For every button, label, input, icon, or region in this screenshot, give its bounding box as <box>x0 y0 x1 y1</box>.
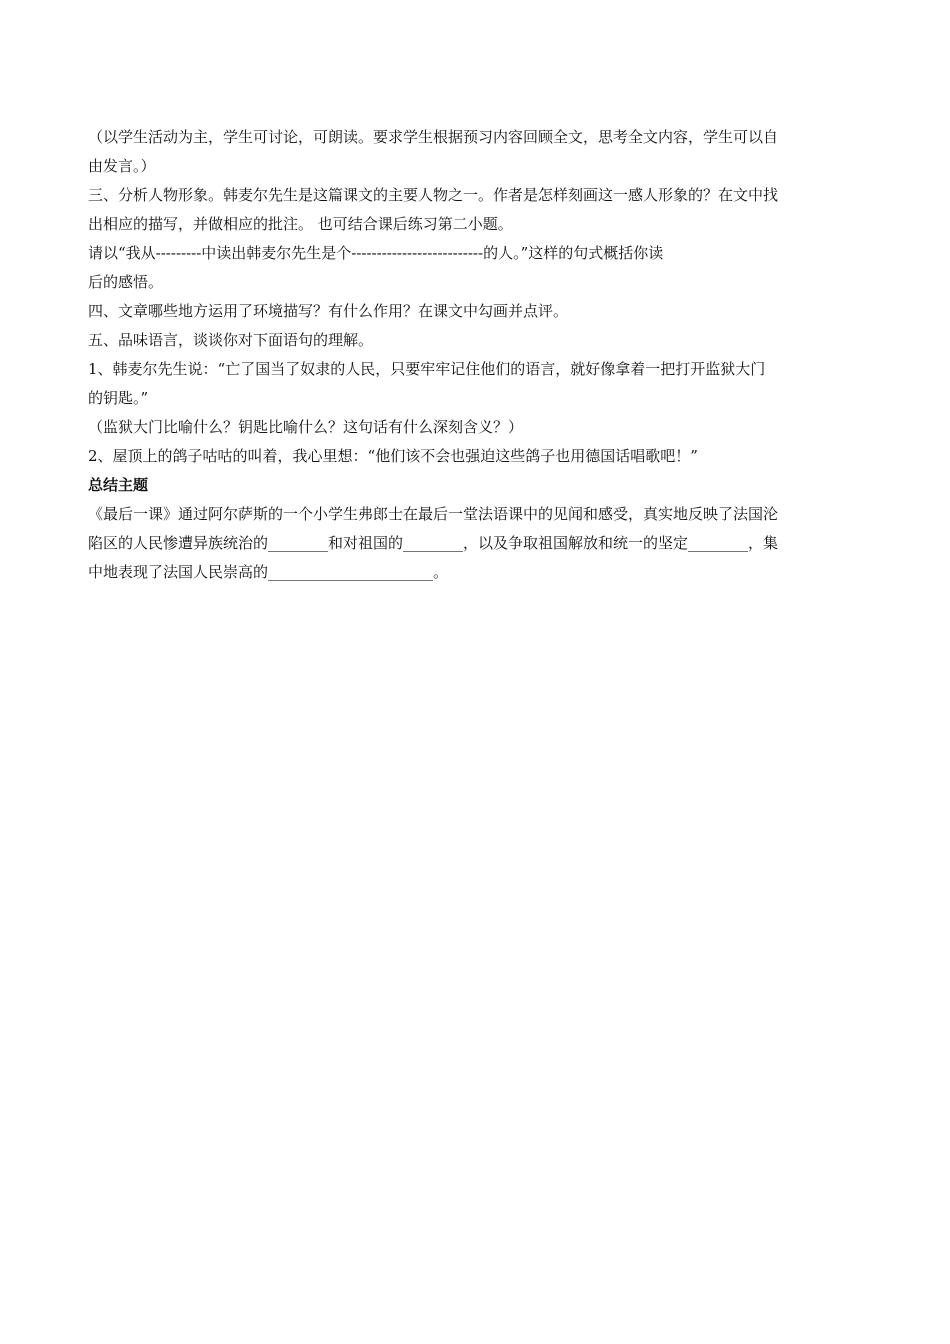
summary-line: 《最后一课》通过阿尔萨斯的一个小学生弗郎士在最后一堂法语课中的见闻和感受，真实地反映了法国沦 <box>88 505 779 523</box>
document-body <box>88 123 864 587</box>
summary-line: 中地表现了法国人民崇高的______________________。 <box>88 563 449 581</box>
text-line: 1、韩麦尔先生说：“亡了国当了奴隶的人民，只要牢牢记住他们的语言，就好像拿着一把打开监狱大门 <box>88 360 766 378</box>
text-line: 请以“我从---------中读出韩麦尔先生是个--------------------------的人。”这样的句式概括你读 <box>88 244 664 262</box>
text-line: 的钥匙。” <box>88 389 149 407</box>
text-line: 三、分析人物形象。韩麦尔先生是这篇课文的主要人物之一。作者是怎样刻画这一感人形象的？在文中找 <box>88 186 779 204</box>
text-line: 五、品味语言，谈谈你对下面语句的理解。 <box>88 331 374 349</box>
text-line: 由发言。） <box>88 157 156 175</box>
text-line: 2、屋顶上的鸽子咕咕的叫着，我心里想：“他们该不会也强迫这些鸽子也用德国话唱歌吧！” <box>88 447 698 465</box>
text-line: 后的感悟。 <box>88 273 164 291</box>
text-line: （以学生活动为主，学生可讨论，可朗读。要求学生根据预习内容回顾全文，思考全文内容，学生可以自 <box>88 128 779 146</box>
summary-line: 陷区的人民惨遭异族统治的________和对祖国的________，以及争取祖国解放和统一的坚定________，集 <box>88 534 779 552</box>
text-line: 四、文章哪些地方运用了环境描写？有什么作用？在课文中勾画并点评。 <box>88 302 569 320</box>
text-line: （监狱大门比喻什么？钥匙比喻什么？这句话有什么深刻含义？） <box>88 418 524 436</box>
text-line: 出相应的描写，并做相应的批注。 也可结合课后练习第二小题。 <box>88 215 513 233</box>
summary-heading: 总结主题 <box>88 476 149 494</box>
